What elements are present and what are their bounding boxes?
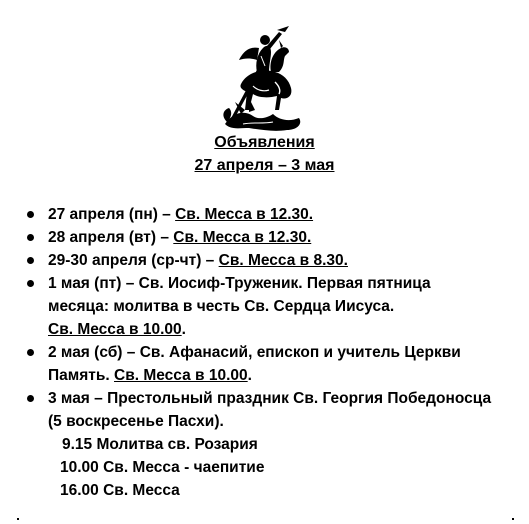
list-item (24, 272, 519, 341)
st-george-dragon-icon (219, 26, 309, 134)
item-line: (5 воскресенье Пасхи). (48, 413, 224, 430)
date-range: 27 апреля – 3 мая (194, 157, 335, 174)
mass-time-link[interactable]: Св. Месса в 12.30. (173, 229, 312, 246)
item-line: 3 мая – Престольный праздник Св. Георгия Победоносца (48, 390, 492, 407)
list-item (24, 341, 519, 387)
announcement-list (24, 203, 519, 502)
bullet-icon (27, 257, 34, 264)
bullet-icon (27, 395, 34, 402)
item-text: 29-30 апреля (ср-чт) – (48, 252, 219, 269)
mass-time-link[interactable]: Св. Месса в 10.00 (48, 321, 182, 338)
corner-mark (17, 518, 19, 520)
bullet-icon (27, 280, 34, 287)
item-line: Память. Св. Месса в 10.00. (48, 367, 252, 384)
item-line: месяца: молитва в честь Св. Сердца Иисуса. (48, 298, 395, 315)
schedule-line: 16.00 Св. Месса (60, 482, 180, 499)
mass-time-link[interactable]: Св. Месса в 12.30. (175, 206, 314, 223)
bullet-icon (27, 211, 34, 218)
corner-mark (512, 518, 514, 520)
item-text: 27 апреля (пн) – (48, 206, 176, 223)
list-item (24, 249, 519, 272)
page-title: Объявления (214, 134, 315, 151)
item-line: 1 мая (пт) – Св. Иосиф-Труженик. Первая пятница (48, 275, 431, 292)
item-line: Св. Месса в 10.00. (48, 321, 186, 338)
schedule-line: 9.15 Молитва св. Розария (62, 436, 258, 453)
mass-time-link[interactable]: Св. Месса в 8.30. (218, 252, 348, 269)
item-line: 2 мая (сб) – Св. Афанасий, епископ и учитель Церкви (48, 344, 461, 361)
bullet-icon (27, 349, 34, 356)
item-text: 28 апреля (вт) – (48, 229, 174, 246)
schedule-line: 10.00 Св. Месса - чаепитие (60, 459, 265, 476)
list-item (24, 203, 519, 226)
list-item (24, 226, 519, 249)
list-item (24, 387, 519, 502)
mass-time-link[interactable]: Св. Месса в 10.00 (114, 367, 248, 384)
bullet-icon (27, 234, 34, 241)
